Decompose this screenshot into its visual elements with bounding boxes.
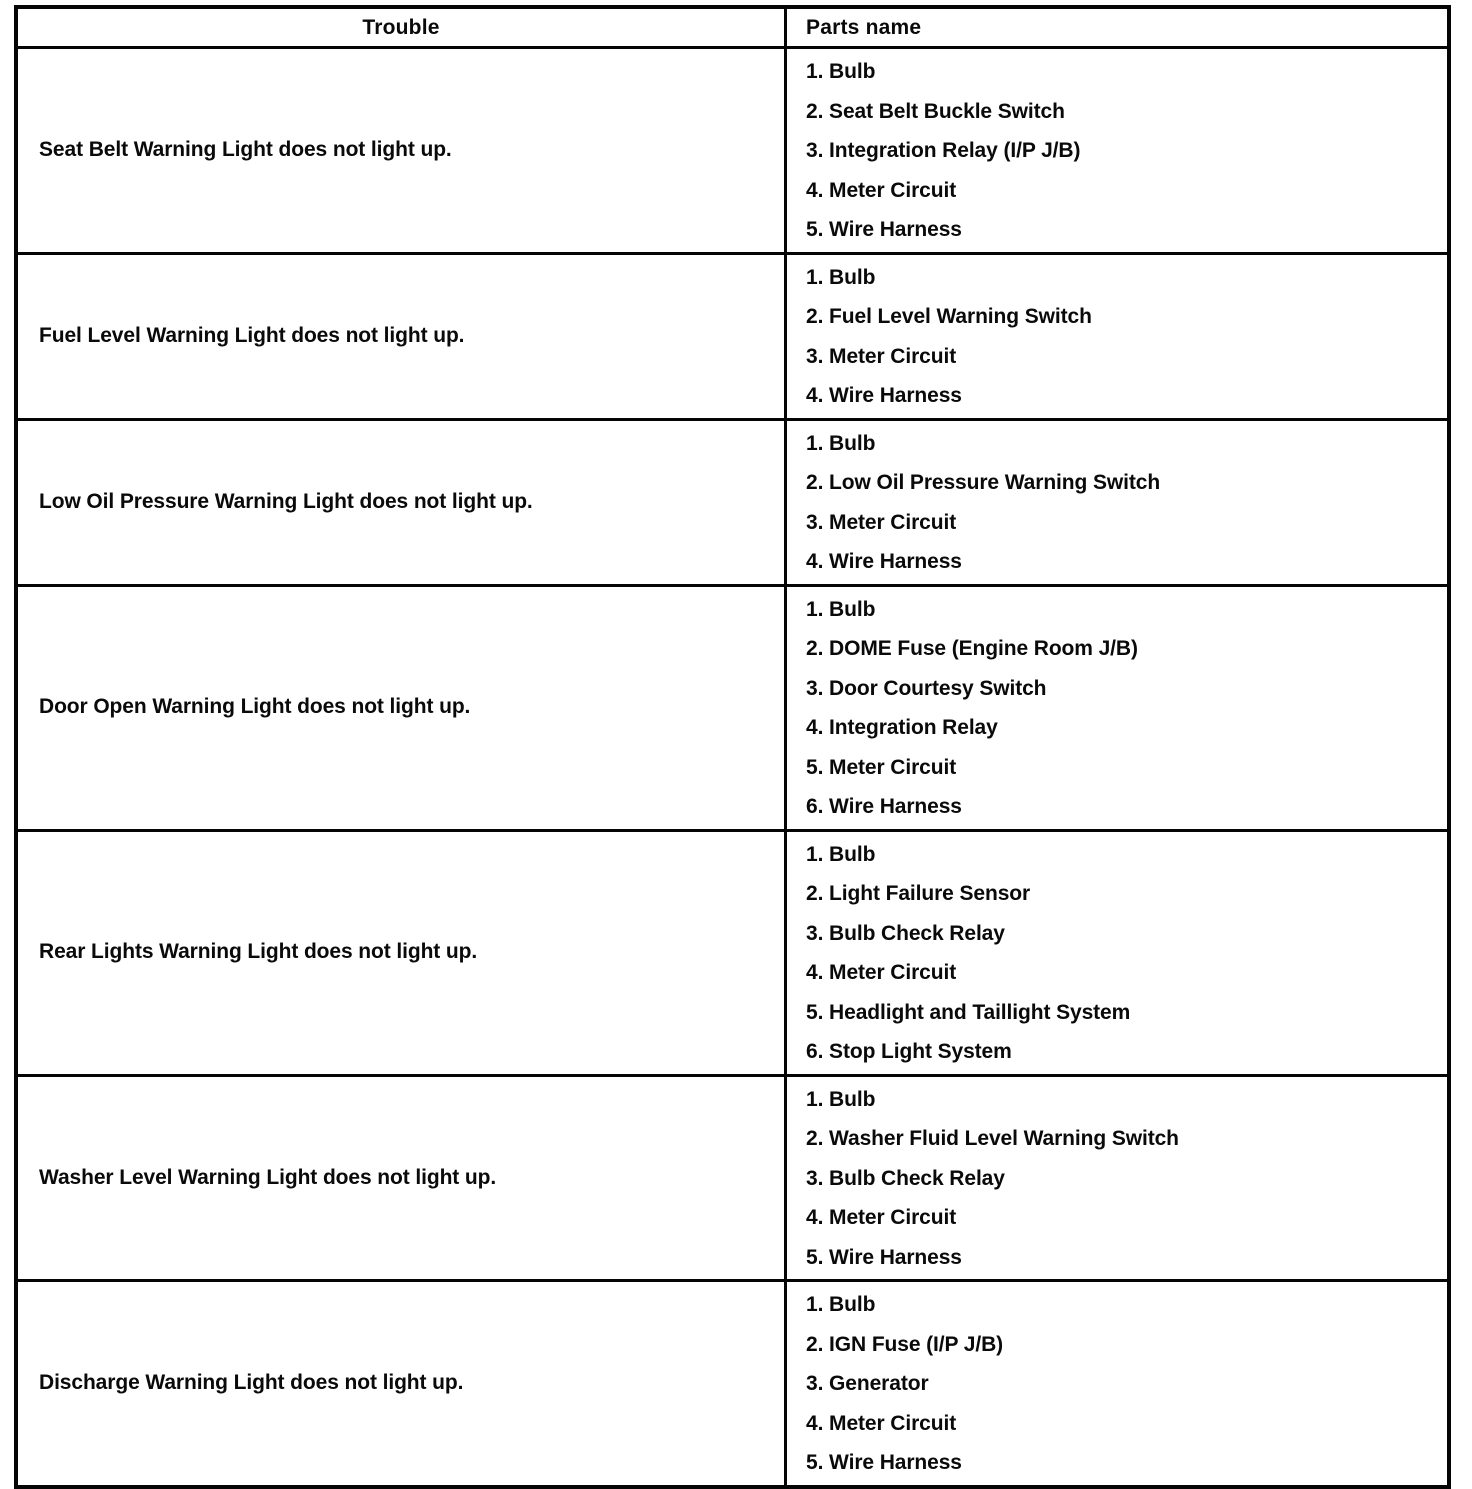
table-row xyxy=(18,1279,1447,1485)
part-item: 5. Headlight and Taillight System xyxy=(806,1000,1131,1024)
trouble-text: Door Open Warning Light does not light up. xyxy=(39,695,471,719)
troubleshooting-table xyxy=(14,5,1451,1489)
table-row xyxy=(18,418,1447,584)
part-item: 3. Door Courtesy Switch xyxy=(806,676,1047,700)
trouble-text: Fuel Level Warning Light does not light up. xyxy=(39,323,465,347)
trouble-cell xyxy=(18,49,784,252)
trouble-text: Rear Lights Warning Light does not light up. xyxy=(39,940,478,964)
trouble-cell xyxy=(18,587,784,829)
trouble-column-header: Trouble xyxy=(18,9,784,46)
table-header-row xyxy=(18,9,1447,46)
trouble-text: Washer Level Warning Light does not light up. xyxy=(39,1165,497,1189)
part-item: 3. Meter Circuit xyxy=(806,344,957,368)
part-item: 2. Fuel Level Warning Switch xyxy=(806,305,1092,328)
parts-cell xyxy=(784,832,1447,1074)
part-item: 2. DOME Fuse (Engine Room J/B) xyxy=(806,637,1138,660)
parts-cell xyxy=(784,1282,1447,1485)
part-item: 3. Meter Circuit xyxy=(806,510,957,534)
table-row xyxy=(18,829,1447,1074)
trouble-cell xyxy=(18,1282,784,1485)
part-item: 1. Bulb xyxy=(806,60,876,83)
trouble-cell xyxy=(18,421,784,584)
table-row xyxy=(18,252,1447,418)
part-item: 5. Wire Harness xyxy=(806,1451,962,1474)
parts-cell xyxy=(784,421,1447,584)
parts-cell xyxy=(784,49,1447,252)
trouble-text: Discharge Warning Light does not light up. xyxy=(39,1371,464,1395)
part-item: 1. Bulb xyxy=(806,431,876,455)
table-body xyxy=(18,46,1447,1485)
part-item: 4. Meter Circuit xyxy=(806,178,957,202)
part-item: 3. Integration Relay (I/P J/B) xyxy=(806,139,1081,162)
part-item: 1. Bulb xyxy=(806,842,876,866)
part-item: 3. Bulb Check Relay xyxy=(806,921,1005,945)
part-item: 3. Bulb Check Relay xyxy=(806,1166,1005,1190)
part-item: 1. Bulb xyxy=(806,597,876,621)
part-item: 4. Wire Harness xyxy=(806,384,962,407)
part-item: 2. Low Oil Pressure Warning Switch xyxy=(806,471,1161,494)
trouble-cell xyxy=(18,255,784,418)
parts-name-column-header: Parts name xyxy=(784,9,1447,46)
part-item: 5. Wire Harness xyxy=(806,1245,962,1269)
part-item: 1. Bulb xyxy=(806,1293,876,1316)
part-item: 1. Bulb xyxy=(806,265,876,289)
table-row xyxy=(18,46,1447,252)
part-item: 2. Washer Fluid Level Warning Switch xyxy=(806,1127,1179,1150)
part-item: 2. Seat Belt Buckle Switch xyxy=(806,99,1065,123)
table-row xyxy=(18,584,1447,829)
part-item: 4. Meter Circuit xyxy=(806,961,957,984)
trouble-text: Seat Belt Warning Light does not light up. xyxy=(39,138,452,162)
part-item: 1. Bulb xyxy=(806,1087,876,1111)
part-item: 5. Wire Harness xyxy=(806,218,962,241)
table-row xyxy=(18,1074,1447,1280)
part-item: 4. Wire Harness xyxy=(806,550,962,573)
part-item: 3. Generator xyxy=(806,1372,929,1395)
part-item: 6. Stop Light System xyxy=(806,1040,1012,1063)
part-item: 4. Meter Circuit xyxy=(806,1206,957,1229)
trouble-cell xyxy=(18,1077,784,1280)
part-item: 5. Meter Circuit xyxy=(806,755,957,779)
part-item: 2. IGN Fuse (I/P J/B) xyxy=(806,1332,1004,1356)
parts-cell xyxy=(784,1077,1447,1280)
part-item: 4. Integration Relay xyxy=(806,716,998,739)
trouble-cell xyxy=(18,832,784,1074)
parts-cell xyxy=(784,587,1447,829)
parts-cell xyxy=(784,255,1447,418)
part-item: 4. Meter Circuit xyxy=(806,1411,957,1435)
part-item: 2. Light Failure Sensor xyxy=(806,882,1031,905)
part-item: 6. Wire Harness xyxy=(806,795,962,818)
trouble-text: Low Oil Pressure Warning Light does not light up. xyxy=(39,489,533,513)
